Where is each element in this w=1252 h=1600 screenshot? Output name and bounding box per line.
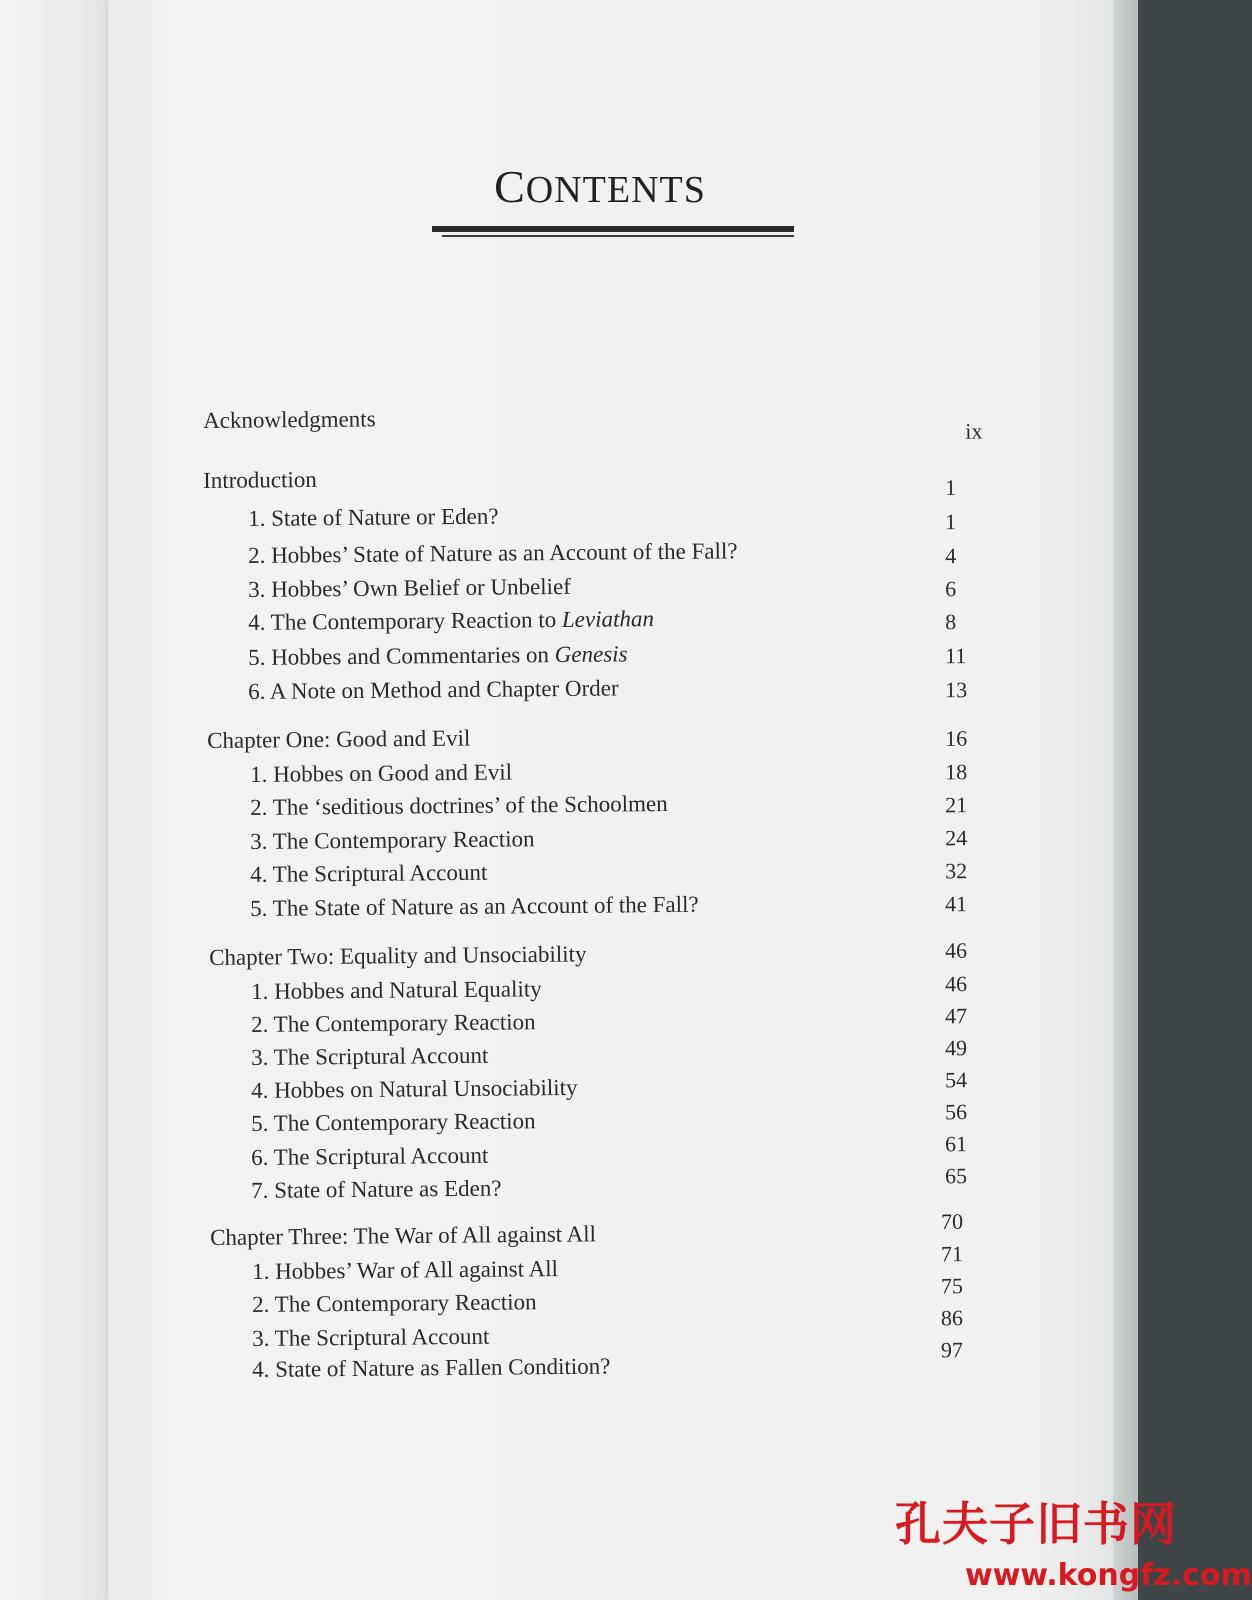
toc-page-number: 56 [944,1099,968,1125]
toc-page-number: 61 [944,1131,968,1157]
toc-entry-title [203,467,317,494]
toc-page-number: 75 [940,1273,964,1299]
toc-page-number: 18 [945,759,968,785]
toc-section-entry [251,1163,985,1212]
toc-page-number: 46 [944,971,968,997]
toc-entry-title [251,1009,536,1038]
toc-page-number: 13 [945,677,968,703]
toc-entry-title-italic: Genesis [554,641,628,668]
toc-section-entry [248,603,985,644]
watermark [895,1488,1252,1598]
toc-entry-title [248,606,654,636]
toc-page-number: 4 [945,543,957,569]
toc-entry-title [203,406,376,434]
toc-entry-title [251,1043,488,1071]
toc-page-number: 24 [944,825,968,851]
toc-page-number: 49 [944,1035,968,1061]
toc-page-number: 21 [945,792,968,818]
toc-entry-title [251,1143,488,1171]
toc-entry-title [251,1075,578,1104]
toc-entry-title-text: 5. The State of Nature as an Account of the Fall? [250,891,699,921]
toc-entry-title [207,725,470,754]
toc-entry-title [248,504,499,532]
toc-entry-title-text: Chapter Three: The War of All against All [210,1221,597,1250]
toc-entry-title-text: 7. State of Nature as Eden? [251,1175,502,1203]
toc-entry-title-text: 2. The ‘seditious doctrines’ of the Schoolmen [250,790,668,820]
toc-entry-title-text: Chapter One: Good and Evil [207,725,471,753]
watermark-site-name: 孔夫子旧书网 [895,1497,1177,1551]
toc-entry-title-text: 6. The Scriptural Account [251,1142,489,1170]
toc-entry-title-text: 4. State of Nature as Fallen Condition? [252,1353,611,1382]
toc-entry-title-text: 3. The Contemporary Reaction [250,826,535,854]
toc-entry-title [248,538,738,569]
toc-page-number: 16 [945,725,968,751]
toc-entry-title [250,892,699,922]
toc-entry-title-text: Acknowledgments [203,406,376,433]
toc-entry-title-italic: Leviathan [561,606,655,632]
toc-entry-title-text: 1. State of Nature or Eden? [248,503,499,531]
toc-entry-title-text: 4. The Contemporary Reaction to [248,606,563,635]
toc-entry-title [252,1256,558,1285]
toc-section-entry [248,672,985,713]
toc-page-number: 11 [945,643,967,669]
toc-entry-title-text: 4. Hobbes on Natural Unsociability [251,1074,578,1103]
toc-entry-title [252,1289,537,1318]
toc-entry-title-text: Introduction [203,466,317,493]
toc-chapter-entry [203,400,1005,442]
toc-entry-title [250,826,535,855]
toc-entry-title [251,976,542,1005]
toc-entry-title [250,860,487,888]
toc-entry-title [210,1221,596,1251]
toc-page-number: 86 [940,1305,964,1331]
toc-entry-title-text: 1. Hobbes on Good and Evil [250,759,513,787]
title-initial: C [494,161,526,212]
toc-page-number: 54 [944,1067,968,1093]
toc-entry-title [248,641,628,671]
toc-entry-title [250,791,668,821]
toc-entry-title-text: 1. Hobbes and Natural Equality [251,976,542,1004]
toc-entry-title [252,1324,489,1352]
toc-entry-title-text: Chapter Two: Equality and Unsociability [209,941,587,970]
toc-page-number: 97 [940,1337,964,1363]
watermark-url: www.kongfz.com [965,1558,1252,1593]
toc-entry-title-text: 2. The Contemporary Reaction [251,1009,536,1037]
toc-entry-title-text: 1. Hobbes’ War of All against All [252,1256,559,1284]
toc-entry-title-text: 5. The Contemporary Reaction [251,1108,536,1136]
toc-page-number: 32 [944,858,968,884]
toc-page-number: ix [965,418,983,444]
toc-entry-title-text: 3. Hobbes’ Own Belief or Unbelief [248,573,571,602]
toc-entry-title-text: 3. The Scriptural Account [251,1042,489,1070]
toc-entry-title [248,675,619,705]
toc-page-number: 65 [944,1163,968,1189]
toc-entry-title [252,1354,611,1383]
title-rest: ONTENTS [525,169,706,211]
toc-entry-title [209,941,587,971]
toc-entry-title-text: 5. Hobbes and Commentaries on [248,642,555,670]
toc-entry-title [251,1176,502,1204]
toc-entry-title-text: 2. Hobbes’ State of Nature as an Account of the Fall? [248,538,738,568]
toc-page-number: 1 [945,509,957,535]
toc-entry-title [248,574,571,603]
toc-entry-title-text: 2. The Contemporary Reaction [252,1289,537,1317]
toc-page-number: 47 [944,1003,968,1029]
toc-page-number: 8 [945,609,957,635]
toc-page-number: 1 [945,474,957,500]
toc-section-entry [250,889,985,930]
toc-chapter-entry [203,460,985,502]
toc-entry-title-text: 6. A Note on Method and Chapter Order [248,675,619,704]
toc-page-number: 41 [944,891,968,917]
toc-entry-title [251,1108,536,1137]
toc-page-number: 46 [944,937,968,963]
toc-page-number: 71 [940,1241,964,1267]
toc-page-number: 6 [945,576,957,602]
toc-page-number: 70 [940,1208,964,1234]
toc-section-entry [248,499,985,540]
toc-entry-title [250,759,512,788]
toc-entry-title-text: 3. The Scriptural Account [252,1323,490,1351]
toc-entry-title-text: 4. The Scriptural Account [250,859,488,887]
